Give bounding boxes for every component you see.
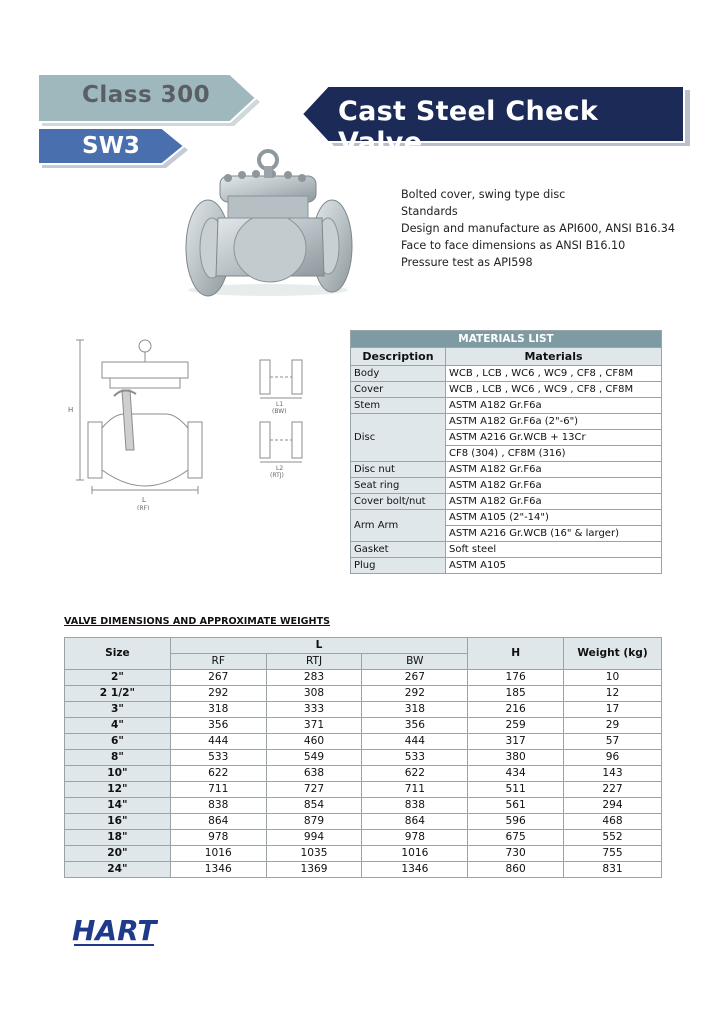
dims-cell-w: 143 bbox=[564, 766, 662, 782]
material-desc: Stem bbox=[351, 398, 446, 414]
dims-cell-size: 2 1/2" bbox=[65, 686, 171, 702]
dims-cell-size: 6" bbox=[65, 734, 171, 750]
dims-cell-rtj: 1369 bbox=[266, 862, 362, 878]
dims-cell-rtj: 854 bbox=[266, 798, 362, 814]
dims-cell-bw: 356 bbox=[362, 718, 468, 734]
materials-col-description: Description bbox=[351, 348, 446, 366]
dims-cell-rf: 711 bbox=[170, 782, 266, 798]
dims-cell-bw: 838 bbox=[362, 798, 468, 814]
dims-cell-bw: 533 bbox=[362, 750, 468, 766]
dims-cell-rf: 444 bbox=[170, 734, 266, 750]
dims-cell-size: 14" bbox=[65, 798, 171, 814]
dims-cell-size: 12" bbox=[65, 782, 171, 798]
material-value: ASTM A105 (2"-14") bbox=[446, 510, 662, 526]
table-row bbox=[351, 558, 662, 574]
dims-cell-rtj: 283 bbox=[266, 670, 362, 686]
dims-cell-w: 96 bbox=[564, 750, 662, 766]
dims-col-rtj: RTJ bbox=[266, 654, 362, 670]
dims-cell-w: 294 bbox=[564, 798, 662, 814]
dimensions-table bbox=[64, 637, 662, 878]
drawing-label-l2: L2 bbox=[276, 465, 284, 472]
dims-cell-rf: 978 bbox=[170, 830, 266, 846]
table-row bbox=[351, 366, 662, 382]
dims-col-l: L bbox=[170, 638, 467, 654]
dims-cell-size: 4" bbox=[65, 718, 171, 734]
title-banner bbox=[302, 84, 690, 158]
dims-cell-h: 596 bbox=[468, 814, 564, 830]
dims-cell-rtj: 549 bbox=[266, 750, 362, 766]
dims-cell-rf: 292 bbox=[170, 686, 266, 702]
material-desc: Seat ring bbox=[351, 478, 446, 494]
dims-cell-bw: 292 bbox=[362, 686, 468, 702]
feature-list bbox=[401, 186, 675, 271]
dims-cell-rtj: 727 bbox=[266, 782, 362, 798]
model-banner bbox=[38, 128, 190, 168]
material-desc: Gasket bbox=[351, 542, 446, 558]
material-desc: Disc nut bbox=[351, 462, 446, 478]
table-row bbox=[351, 398, 662, 414]
dims-cell-w: 12 bbox=[564, 686, 662, 702]
dims-cell-size: 24" bbox=[65, 862, 171, 878]
dims-cell-rtj: 371 bbox=[266, 718, 362, 734]
dims-cell-rtj: 994 bbox=[266, 830, 362, 846]
drawing-label-rtj: (RTJ) bbox=[270, 472, 284, 479]
dims-cell-rf: 318 bbox=[170, 702, 266, 718]
class-banner bbox=[38, 72, 264, 126]
dims-cell-h: 434 bbox=[468, 766, 564, 782]
material-value: ASTM A216 Gr.WCB + 13Cr bbox=[446, 430, 662, 446]
dims-cell-w: 831 bbox=[564, 862, 662, 878]
dims-cell-rf: 267 bbox=[170, 670, 266, 686]
dims-col-rf: RF bbox=[170, 654, 266, 670]
table-row bbox=[65, 798, 662, 814]
dims-cell-rf: 864 bbox=[170, 814, 266, 830]
material-value: WCB , LCB , WC6 , WC9 , CF8 , CF8M bbox=[446, 382, 662, 398]
dims-cell-bw: 978 bbox=[362, 830, 468, 846]
dims-cell-w: 29 bbox=[564, 718, 662, 734]
material-value: Soft steel bbox=[446, 542, 662, 558]
dims-cell-h: 216 bbox=[468, 702, 564, 718]
dims-cell-h: 317 bbox=[468, 734, 564, 750]
dims-cell-size: 20" bbox=[65, 846, 171, 862]
dims-cell-h: 511 bbox=[468, 782, 564, 798]
material-value: ASTM A105 bbox=[446, 558, 662, 574]
materials-table bbox=[350, 330, 662, 574]
dims-cell-size: 10" bbox=[65, 766, 171, 782]
hart-logo bbox=[70, 912, 158, 948]
material-value: ASTM A182 Gr.F6a bbox=[446, 494, 662, 510]
material-value: WCB , LCB , WC6 , WC9 , CF8 , CF8M bbox=[446, 366, 662, 382]
dims-cell-size: 3" bbox=[65, 702, 171, 718]
materials-col-materials: Materials bbox=[446, 348, 662, 366]
table-row bbox=[351, 478, 662, 494]
dims-cell-bw: 1346 bbox=[362, 862, 468, 878]
table-row bbox=[65, 846, 662, 862]
dims-cell-rf: 1016 bbox=[170, 846, 266, 862]
feature-item: Design and manufacture as API600, ANSI B16.34 bbox=[401, 222, 676, 235]
technical-drawing bbox=[64, 330, 314, 510]
dims-cell-w: 468 bbox=[564, 814, 662, 830]
table-row bbox=[351, 510, 662, 526]
dims-cell-rtj: 308 bbox=[266, 686, 362, 702]
dims-cell-bw: 267 bbox=[362, 670, 468, 686]
table-row bbox=[65, 686, 662, 702]
dims-cell-w: 755 bbox=[564, 846, 662, 862]
material-value: ASTM A216 Gr.WCB (16" & larger) bbox=[446, 526, 662, 542]
dims-cell-h: 259 bbox=[468, 718, 564, 734]
material-desc: Disc bbox=[351, 414, 446, 462]
dims-cell-size: 16" bbox=[65, 814, 171, 830]
dims-cell-bw: 318 bbox=[362, 702, 468, 718]
dims-cell-h: 176 bbox=[468, 670, 564, 686]
table-row bbox=[65, 782, 662, 798]
dims-cell-rf: 622 bbox=[170, 766, 266, 782]
table-row bbox=[351, 382, 662, 398]
feature-item: Face to face dimensions as ANSI B16.10 bbox=[401, 239, 626, 252]
dims-cell-rtj: 638 bbox=[266, 766, 362, 782]
material-value: ASTM A182 Gr.F6a bbox=[446, 462, 662, 478]
dims-cell-w: 57 bbox=[564, 734, 662, 750]
table-row bbox=[351, 462, 662, 478]
feature-item: Bolted cover, swing type disc bbox=[401, 188, 566, 201]
feature-item: Pressure test as API598 bbox=[401, 256, 533, 269]
drawing-label-l1: L1 bbox=[276, 401, 284, 408]
material-desc: Cover bbox=[351, 382, 446, 398]
table-row bbox=[351, 414, 662, 430]
drawing-label-rf: (RF) bbox=[137, 505, 150, 510]
drawing-label-h: H bbox=[68, 406, 74, 414]
dims-cell-rtj: 1035 bbox=[266, 846, 362, 862]
dims-cell-size: 8" bbox=[65, 750, 171, 766]
dimensions-title: VALVE DIMENSIONS AND APPROXIMATE WEIGHTS bbox=[64, 616, 331, 627]
logo-text: HART bbox=[72, 914, 157, 947]
dims-cell-rtj: 879 bbox=[266, 814, 362, 830]
table-row bbox=[351, 494, 662, 510]
table-row bbox=[65, 718, 662, 734]
dims-cell-rf: 356 bbox=[170, 718, 266, 734]
dims-cell-w: 552 bbox=[564, 830, 662, 846]
dims-cell-w: 17 bbox=[564, 702, 662, 718]
table-row bbox=[65, 750, 662, 766]
dimensions-body bbox=[65, 670, 662, 878]
dims-cell-bw: 864 bbox=[362, 814, 468, 830]
class-label: Class 300 bbox=[82, 82, 211, 108]
dims-col-size: Size bbox=[65, 638, 171, 670]
dims-col-h: H bbox=[468, 638, 564, 670]
table-row bbox=[65, 734, 662, 750]
table-row bbox=[65, 814, 662, 830]
valve-photo bbox=[182, 148, 354, 298]
dims-cell-h: 675 bbox=[468, 830, 564, 846]
dims-cell-h: 561 bbox=[468, 798, 564, 814]
dims-cell-rtj: 460 bbox=[266, 734, 362, 750]
dims-cell-rf: 1346 bbox=[170, 862, 266, 878]
dims-cell-rf: 838 bbox=[170, 798, 266, 814]
dims-cell-bw: 711 bbox=[362, 782, 468, 798]
dims-cell-rtj: 333 bbox=[266, 702, 362, 718]
dims-cell-h: 730 bbox=[468, 846, 564, 862]
dims-cell-bw: 444 bbox=[362, 734, 468, 750]
dims-col-weight: Weight (kg) bbox=[564, 638, 662, 670]
material-value: ASTM A182 Gr.F6a bbox=[446, 478, 662, 494]
dims-cell-size: 2" bbox=[65, 670, 171, 686]
table-row bbox=[65, 862, 662, 878]
dims-cell-size: 18" bbox=[65, 830, 171, 846]
dims-cell-h: 860 bbox=[468, 862, 564, 878]
page-title: Cast Steel Check Valve bbox=[338, 96, 599, 158]
material-desc: Plug bbox=[351, 558, 446, 574]
dims-cell-w: 227 bbox=[564, 782, 662, 798]
table-row bbox=[65, 670, 662, 686]
model-label: SW3 bbox=[82, 133, 140, 159]
dims-cell-w: 10 bbox=[564, 670, 662, 686]
dims-cell-bw: 1016 bbox=[362, 846, 468, 862]
material-value: ASTM A182 Gr.F6a bbox=[446, 398, 662, 414]
material-value: ASTM A182 Gr.F6a (2"-6") bbox=[446, 414, 662, 430]
material-desc: Arm Arm bbox=[351, 510, 446, 542]
material-desc: Cover bolt/nut bbox=[351, 494, 446, 510]
table-row bbox=[351, 542, 662, 558]
drawing-label-l: L bbox=[142, 496, 146, 504]
dims-cell-h: 380 bbox=[468, 750, 564, 766]
table-row bbox=[65, 766, 662, 782]
dims-cell-rf: 533 bbox=[170, 750, 266, 766]
drawing-label-bw: (BW) bbox=[272, 408, 287, 415]
table-row bbox=[65, 830, 662, 846]
material-value: CF8 (304) , CF8M (316) bbox=[446, 446, 662, 462]
dims-col-bw: BW bbox=[362, 654, 468, 670]
feature-item: Standards bbox=[401, 205, 458, 218]
materials-caption: MATERIALS LIST bbox=[351, 331, 662, 348]
table-row bbox=[65, 702, 662, 718]
material-desc: Body bbox=[351, 366, 446, 382]
dims-cell-bw: 622 bbox=[362, 766, 468, 782]
dims-cell-h: 185 bbox=[468, 686, 564, 702]
